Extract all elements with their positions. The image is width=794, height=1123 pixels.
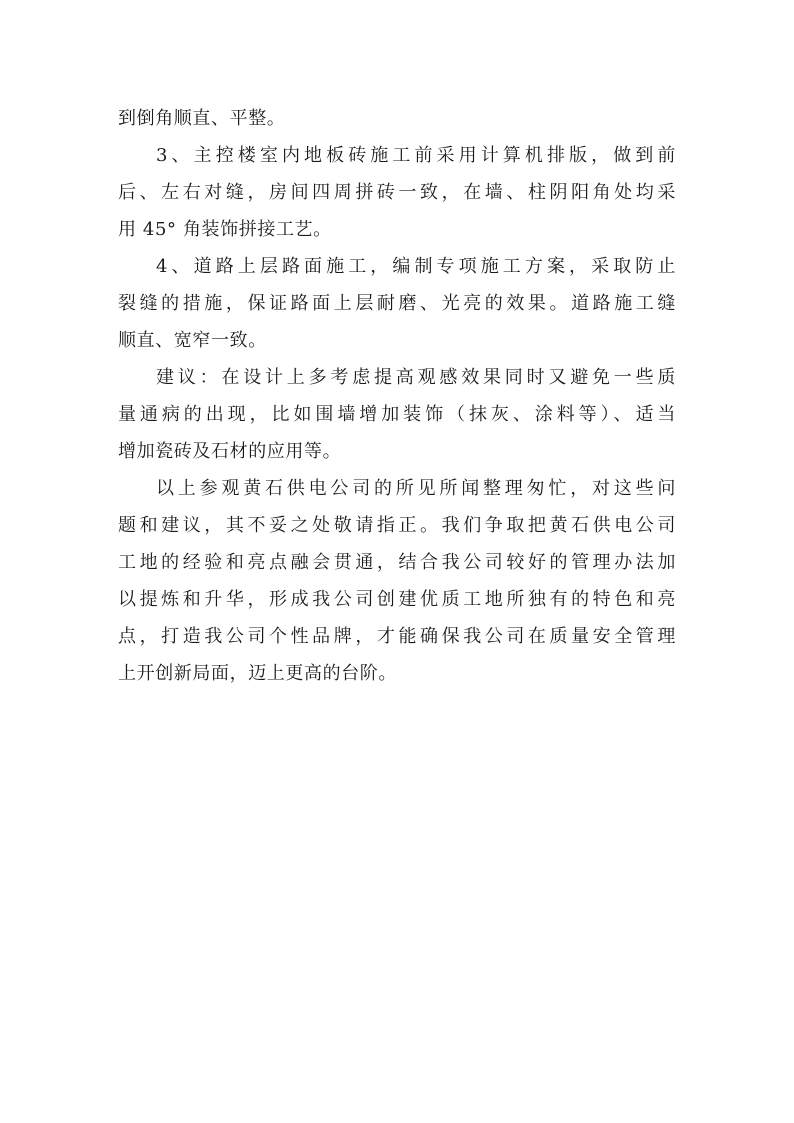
- text-line: 以上参观黄石供电公司的所见所闻整理匆忙，对这些问: [156, 478, 676, 499]
- paragraph-continuation: [118, 100, 676, 137]
- text-line: 上开创新局面，迈上更高的台阶。: [118, 663, 397, 684]
- text-line: 用 45° 角装饰拼接工艺。: [118, 219, 332, 240]
- text-line: 以提炼和升华，形成我公司创建优质工地所独有的特色和亮: [118, 589, 676, 610]
- paragraph-conclusion: [118, 470, 676, 692]
- text-line: 后、左右对缝，房间四周拼砖一致，在墙、柱阴阳角处均采: [118, 182, 676, 203]
- text-line: 4、道路上层路面施工，编制专项施工方案，采取防止: [156, 256, 676, 277]
- text-line: 点，打造我公司个性品牌，才能确保我公司在质量安全管理: [118, 626, 676, 647]
- text-line: 工地的经验和亮点融会贯通，结合我公司较好的管理办法加: [118, 552, 676, 573]
- text-line: 量通病的出现，比如围墙增加装饰（抹灰、涂料等）、适当: [118, 404, 676, 425]
- document-body: [118, 100, 676, 692]
- text-line: 裂缝的措施，保证路面上层耐磨、光亮的效果。道路施工缝: [118, 293, 676, 314]
- paragraph-suggestion: [118, 359, 676, 470]
- text-line: 增加瓷砖及石材的应用等。: [118, 441, 342, 462]
- text-line: 到倒角顺直、平整。: [118, 108, 286, 129]
- paragraph-item-4: [118, 248, 676, 359]
- text-line: 顺直、宽窄一致。: [118, 330, 267, 351]
- text-line: 建议：在设计上多考虑提高观感效果同时又避免一些质: [156, 367, 676, 388]
- text-line: 题和建议，其不妥之处敬请指正。我们争取把黄石供电公司: [118, 515, 676, 536]
- paragraph-item-3: [118, 137, 676, 248]
- text-line: 3、主控楼室内地板砖施工前采用计算机排版，做到前: [156, 145, 676, 166]
